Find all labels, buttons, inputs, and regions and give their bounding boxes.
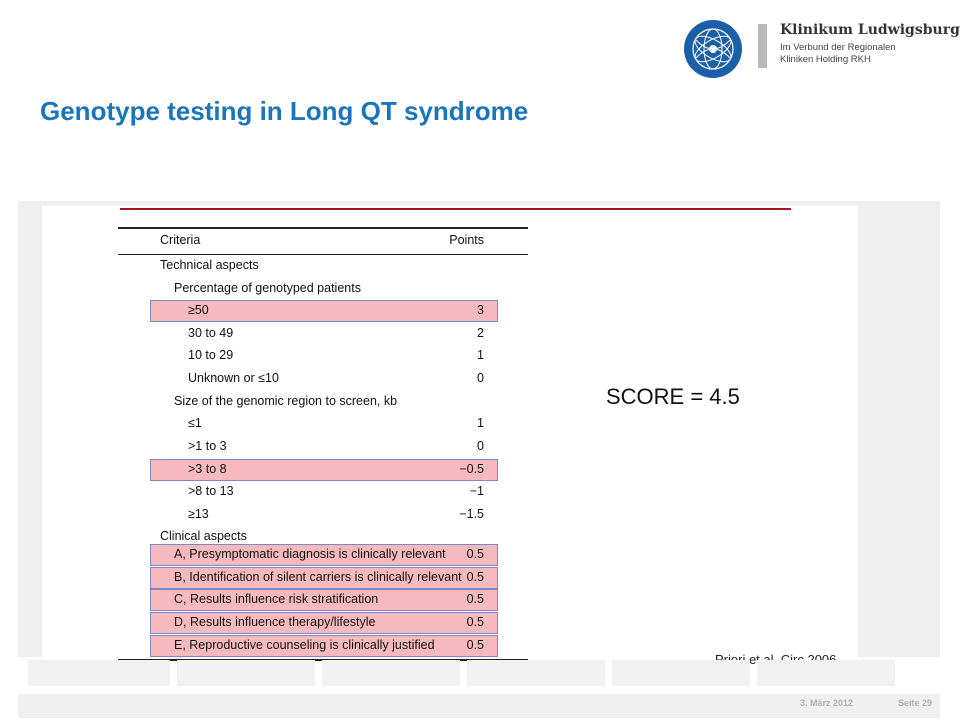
row-criteria: ≥13	[188, 507, 209, 521]
logo-name: Klinikum Ludwigsburg	[780, 22, 960, 38]
table-header	[118, 230, 528, 252]
row-points: 0.5	[466, 547, 484, 561]
logo-subtitle-line-2: Kliniken Holding RKH	[780, 54, 871, 65]
citation: et	[748, 652, 760, 667]
row-points: 2	[477, 326, 484, 340]
row-criteria: Percentage of genotyped patients	[174, 281, 361, 295]
logo-subtitle	[780, 42, 896, 66]
footer-block	[757, 660, 895, 686]
footer-block	[467, 660, 605, 686]
footer-date: 3. März 2012	[800, 698, 854, 708]
row-criteria: ≥50	[188, 303, 209, 317]
header-criteria: Criteria	[160, 233, 201, 247]
footer-decor	[18, 660, 940, 686]
slide-title: Genotype testing in Long QT syndrome	[40, 96, 529, 126]
row-criteria: D, Results influence therapy/lifestyle	[174, 615, 376, 629]
header-points: Points	[449, 233, 484, 247]
row-criteria: Unknown or ≤10	[188, 371, 279, 385]
row-criteria: >3 to 8	[188, 462, 227, 476]
table-row	[118, 391, 528, 413]
table-row	[118, 323, 528, 345]
table-row	[118, 278, 528, 300]
logo-divider-bar	[758, 24, 767, 68]
klinikum-logo	[684, 20, 960, 80]
red-divider-line	[120, 208, 791, 210]
score-value: SCORE = 4.5	[606, 384, 740, 409]
row-criteria: >1 to 3	[188, 439, 227, 453]
footer-block	[322, 660, 460, 686]
row-points: 0.5	[466, 592, 484, 606]
footer-block	[28, 660, 170, 686]
row-points: −1	[469, 484, 484, 498]
table-row	[118, 436, 528, 458]
row-criteria: E, Reproductive counseling is clinically justified	[174, 638, 435, 652]
row-points: −1.5	[459, 507, 484, 521]
row-points: 1	[477, 416, 484, 430]
table-row	[118, 504, 528, 526]
table-row	[118, 567, 528, 589]
row-points: 3	[477, 303, 484, 317]
table-row	[118, 612, 528, 634]
row-criteria: >8 to 13	[188, 484, 234, 498]
table-row	[118, 300, 528, 322]
row-points: 1	[477, 348, 484, 362]
row-criteria: ≤1	[188, 416, 202, 430]
table-row	[118, 255, 528, 277]
table-row	[118, 459, 528, 481]
footer-block	[177, 660, 315, 686]
table-row	[118, 368, 528, 390]
table-row	[118, 589, 528, 611]
table-row	[118, 635, 528, 657]
table-row	[118, 345, 528, 367]
row-points: −0.5	[459, 462, 484, 476]
row-criteria: 10 to 29	[188, 348, 234, 362]
table-row	[118, 544, 528, 566]
logo-subtitle-line-1: Im Verbund der Regionalen	[780, 42, 896, 53]
globe-logo-icon	[684, 20, 742, 78]
row-criteria: C, Results influence risk stratification	[174, 592, 379, 606]
row-points: 0.5	[466, 570, 484, 584]
table-row	[118, 481, 528, 503]
row-criteria: 30 to 49	[188, 326, 234, 340]
row-points: 0.5	[466, 638, 484, 652]
row-points: 0	[477, 371, 484, 385]
row-criteria: Size of the genomic region to screen, kb	[174, 394, 398, 408]
table-top-rule	[118, 227, 528, 229]
row-criteria: A, Presymptomatic diagnosis is clinically relevant	[174, 547, 446, 561]
footer-page-number: Seite 29	[898, 698, 933, 708]
row-criteria: B, Identification of silent carriers is clinically relevant	[174, 570, 462, 584]
footer-block	[612, 660, 750, 686]
row-points: 0	[477, 439, 484, 453]
row-points: 0.5	[466, 615, 484, 629]
row-criteria: Technical aspects	[160, 258, 259, 272]
table-row	[118, 413, 528, 435]
row-criteria: Clinical aspects	[160, 529, 247, 543]
